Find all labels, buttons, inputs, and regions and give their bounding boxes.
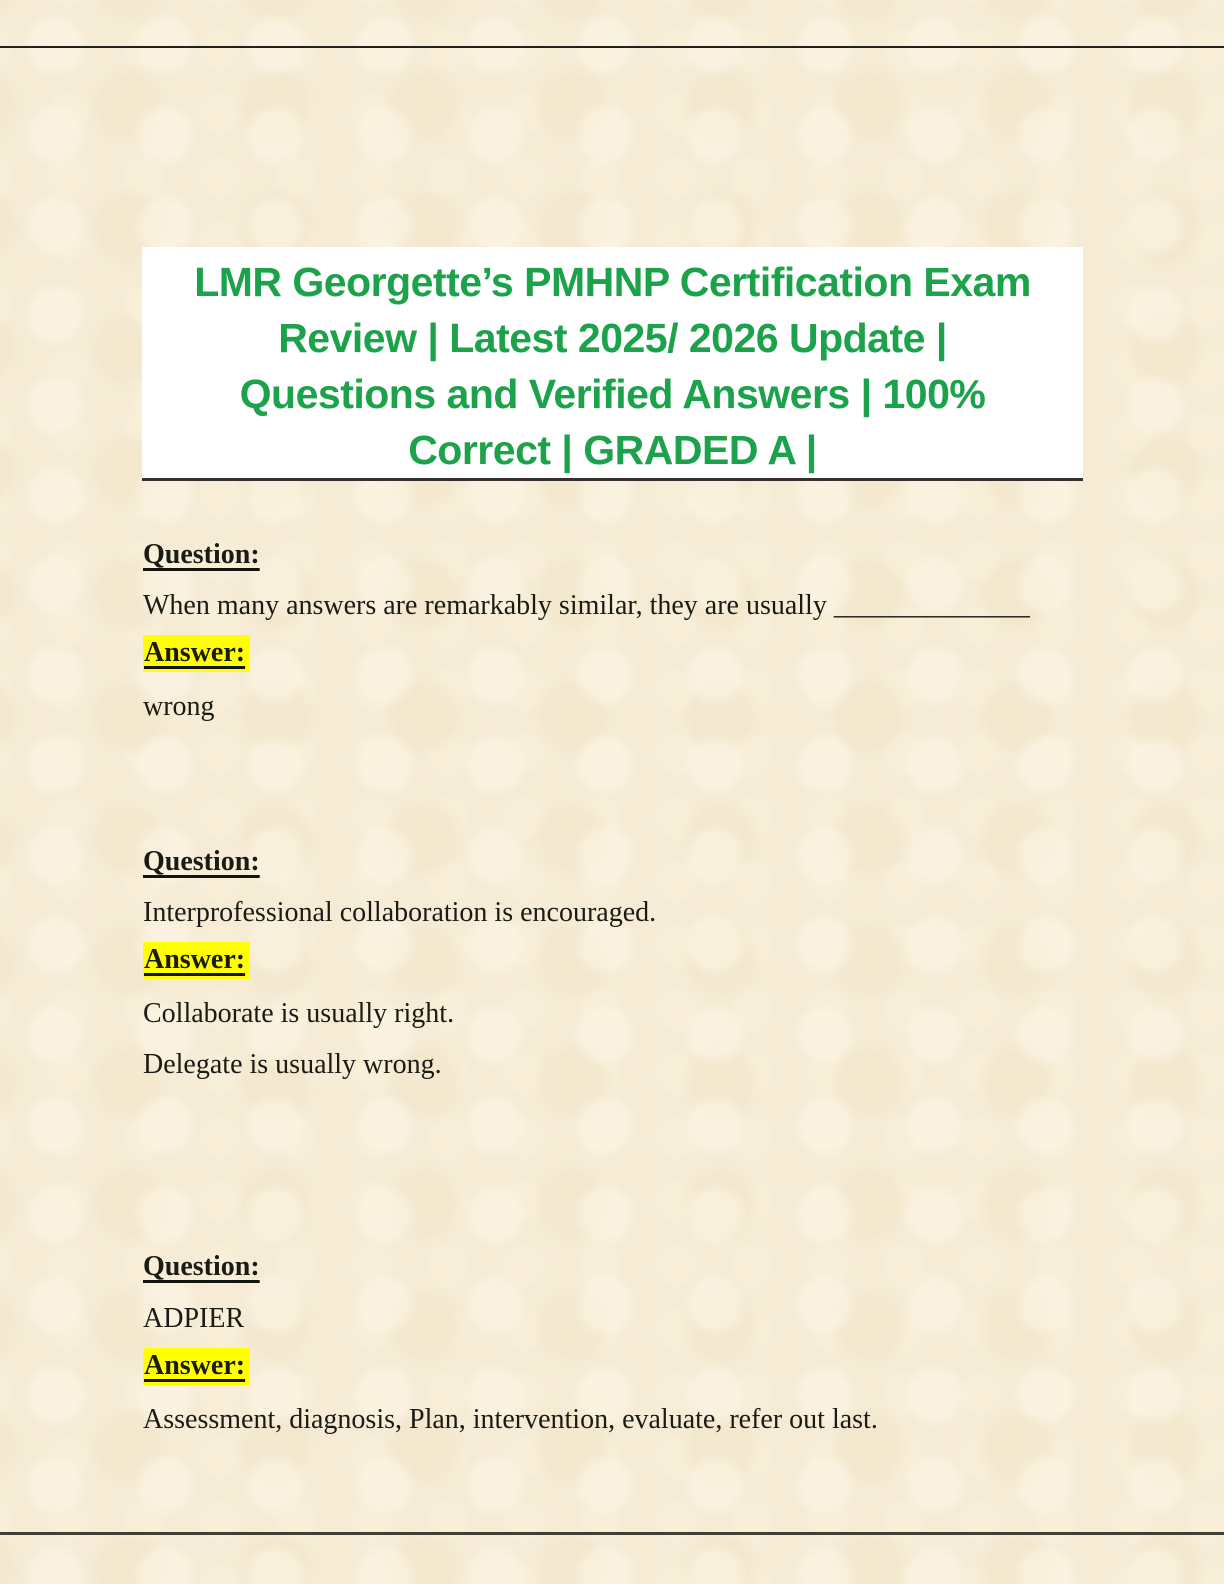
title-box (142, 247, 1083, 481)
document-title-line: Review | Latest 2025/ 2026 Update | (278, 315, 947, 361)
answer-text: Delegate is usually wrong. (143, 1049, 442, 1080)
top-rule (0, 46, 1224, 48)
answer-label-text: Answer: (143, 635, 250, 672)
answer-text: Collaborate is usually right. (143, 998, 455, 1029)
answer-text: Assessment, diagnosis, Plan, intervention, evaluate, refer out last. (143, 1404, 878, 1435)
answer-text: wrong (143, 691, 215, 722)
question-label-text: Question: (143, 846, 260, 877)
answer-label-text: Answer: (143, 942, 250, 979)
bottom-rule (0, 1532, 1224, 1535)
document-title-line: LMR Georgette’s PMHNP Certification Exam (194, 259, 1031, 305)
document-title-line: Correct | GRADED A | (408, 427, 817, 473)
question-text: When many answers are remarkably similar, they are usually ______________ (143, 590, 1030, 621)
question-label-text: Question: (143, 1251, 260, 1282)
answer-label (143, 943, 1088, 977)
answer-label (143, 1349, 1088, 1383)
answer-label-text: Answer: (143, 1348, 250, 1385)
question-text: ADPIER (143, 1303, 245, 1334)
question-label (143, 1250, 1088, 1284)
question-label-text: Question: (143, 539, 260, 570)
question-label (143, 845, 1088, 879)
document-title-line: Questions and Verified Answers | 100% (239, 371, 986, 417)
answer-label (143, 636, 1088, 670)
question-text: Interprofessional collaboration is encouraged. (143, 897, 657, 928)
question-label (143, 538, 1088, 572)
